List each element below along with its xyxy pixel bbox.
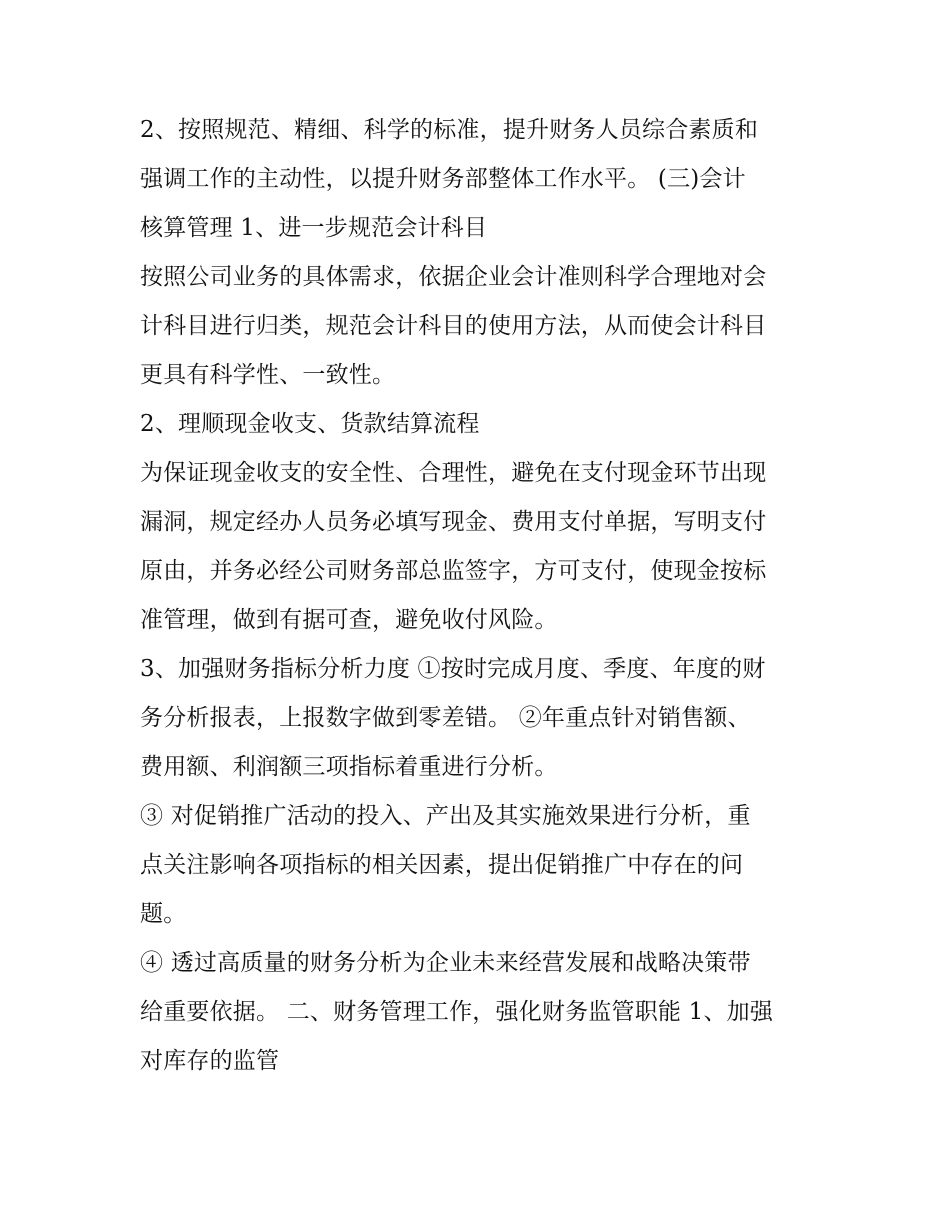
text-line-4: 按照公司业务的具体需求，依据企业会计准则科学合理地对会 [140, 264, 767, 290]
text-line-2: 强调工作的主动性，以提升财务部整体工作水平。 (三)会计 [140, 166, 746, 192]
text-line-7: 2、理顺现金收支、货款结算流程 [140, 411, 480, 437]
text-line-10: 原由，并务必经公司财务部总监签字，方可支付，使现金按标 [140, 558, 767, 584]
text-line-5: 计科目进行归类，规范会计科目的使用方法，从而使会计科目 [140, 313, 767, 339]
text-line-6: 更具有科学性、一致性。 [140, 362, 396, 388]
text-line-13: 务分析报表，上报数字做到零差错。 ②年重点针对销售额、 [140, 705, 751, 731]
text-line-20: 对库存的监管 [140, 1048, 280, 1074]
text-line-19: 给重要依据。 二、财务管理工作，强化财务监管职能 1、加强 [140, 999, 774, 1025]
text-line-18: ④ 透过高质量的财务分析为企业未来经营发展和战略决策带 [140, 950, 751, 976]
text-line-16: 点关注影响各项指标的相关因素，提出促销推广中存在的问 [140, 852, 744, 878]
text-line-11: 准管理，做到有据可查，避免收付风险。 [140, 607, 558, 633]
text-line-3: 核算管理 1、进一步规范会计科目 [140, 215, 488, 241]
text-line-9: 漏洞，规定经办人员务必填写现金、费用支付单据，写明支付 [140, 509, 767, 535]
text-line-15: ③ 对促销推广活动的投入、产出及其实施效果进行分析，重 [140, 803, 751, 829]
document-body [140, 106, 820, 1086]
text-line-14: 费用额、利润额三项指标着重进行分析。 [140, 754, 558, 780]
text-line-8: 为保证现金收支的安全性、合理性，避免在支付现金环节出现 [140, 460, 767, 486]
text-line-1: 2、按照规范、精细、科学的标准，提升财务人员综合素质和 [140, 117, 759, 143]
text-line-12: 3、加强财务指标分析力度 ①按时完成月度、季度、年度的财 [140, 656, 766, 682]
text-line-17: 题。 [140, 901, 187, 927]
